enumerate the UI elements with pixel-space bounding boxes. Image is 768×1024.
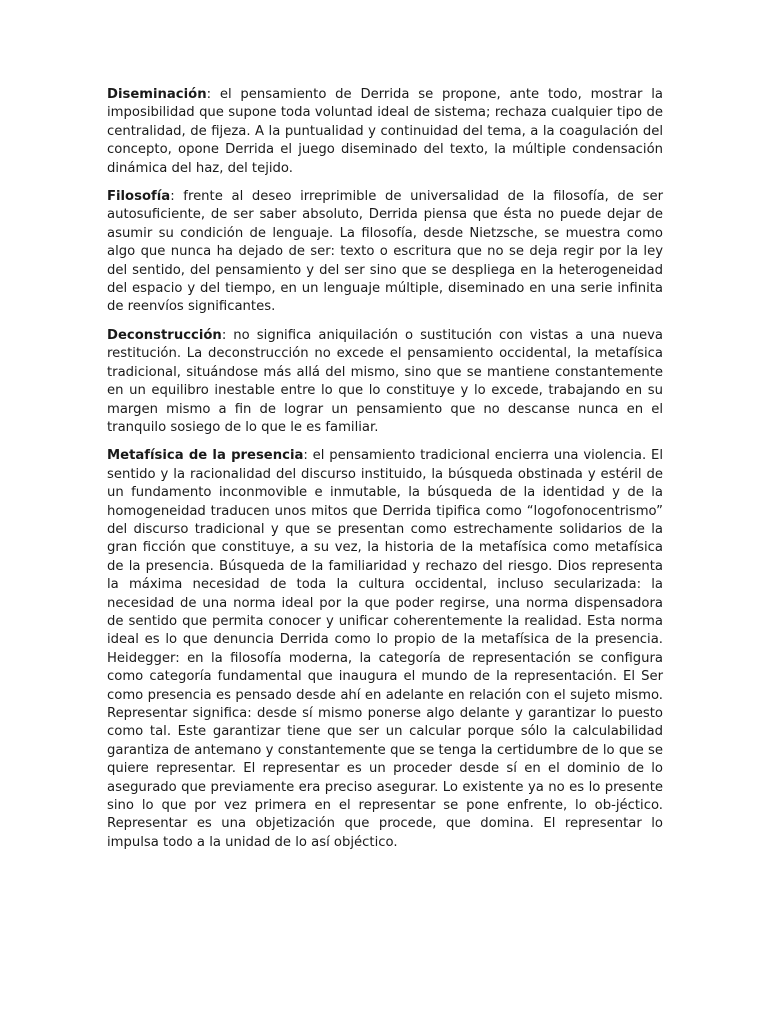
entry-term: Filosofía xyxy=(107,189,171,205)
entry-definition: : no significa aniquilación o sustitución con vistas a una nueva restitución. La deconstrucción no excede el pensamiento occidental, la metafísica tradicional, situándose más allá del mismo, sino que se mantiene constantemente en un equilibro inestable entre lo que lo constituye y lo excede, trabajando en su margen mismo a fin de lograr un pensamiento que no descanse nunca en el tranquilo sosiego de lo que le es familiar. xyxy=(107,327,663,435)
document-page xyxy=(107,86,663,862)
entry-term: Deconstrucción xyxy=(107,327,222,343)
entry-deconstruccion xyxy=(107,327,663,437)
entry-term: Metafísica de la presencia xyxy=(107,448,304,464)
entry-definition: : el pensamiento de Derrida se propone, ante todo, mostrar la imposibilidad que supone toda voluntad ideal de sistema; rechaza cualquier tipo de centralidad, de fijeza. A la puntualidad y continuidad del tema, a la coagulación del concepto, opone Derrida el juego diseminado del texto, la múltiple condensación dinámica del haz, del tejido. xyxy=(107,87,663,176)
entry-definition: : el pensamiento tradicional encierra una violencia. El sentido y la racionalidad del discurso instituido, la búsqueda obstinada y estéril de un fundamento inconmovible e inmutable, la búsqueda de la identidad y de la homogeneidad traducen unos mitos que Derrida tipifica como “logofonocentrismo” del discurso tradicional y que se presentan como estrechamente solidarios de la gran ficción que constituye, a su vez, la historia de la metafísica como metafísica de la presencia. Búsqueda de la familiaridad y rechazo del riesgo. Dios representa la máxima necesidad de toda la cultura occidental, incluso secularizada: la necesidad de una norma ideal por la que poder regirse, una norma dispensadora de sentido que permita conocer y unificar coherentemente la realidad. Esta norma ideal es lo que denuncia Derrida como lo propio de la metafísica de la presencia. Heidegger: en la filosofía moderna, la categoría de representación se configura como categoría fundamental que inaugura el mundo de la representación. El Ser como presencia es pensado desde ahí en adelante en relación con el sujeto mismo. Representar significa: desde sí mismo ponerse algo delante y garantizar lo puesto como tal. Este garantizar tiene que ser un calcular porque sólo la calculabilidad garantiza de antemano y constantemente que se tenga la certidumbre de lo que se quiere representar. El representar es un proceder desde sí en el dominio de lo asegurado que previamente era preciso asegurar. Lo existente ya no es lo presente sino lo que por vez primera en el representar se pone enfrente, lo ob-jéctico. Representar es una objetización que procede, que domina. El representar lo impulsa todo a la unidad de lo así objéctico. xyxy=(107,448,664,850)
entry-metafisica-de-la-presencia xyxy=(107,447,663,852)
entry-definition: : frente al deseo irreprimible de universalidad de la filosofía, de ser autosuficiente, de ser saber absoluto, Derrida piensa que ésta no puede dejar de asumir su condición de lenguaje. La filosofía, desde Nietzsche, se muestra como algo que nunca ha dejado de ser: texto o escritura que no se deja regir por la ley del sentido, del pensamiento y del ser sino que se despliega en la heterogeneidad del espacio y del tiempo, en un lenguaje múltiple, diseminado en una serie infinita de reenvíos significantes. xyxy=(107,189,663,315)
entry-term: Diseminación xyxy=(107,87,207,102)
entry-diseminacion xyxy=(107,86,663,178)
entry-filosofia xyxy=(107,188,663,317)
